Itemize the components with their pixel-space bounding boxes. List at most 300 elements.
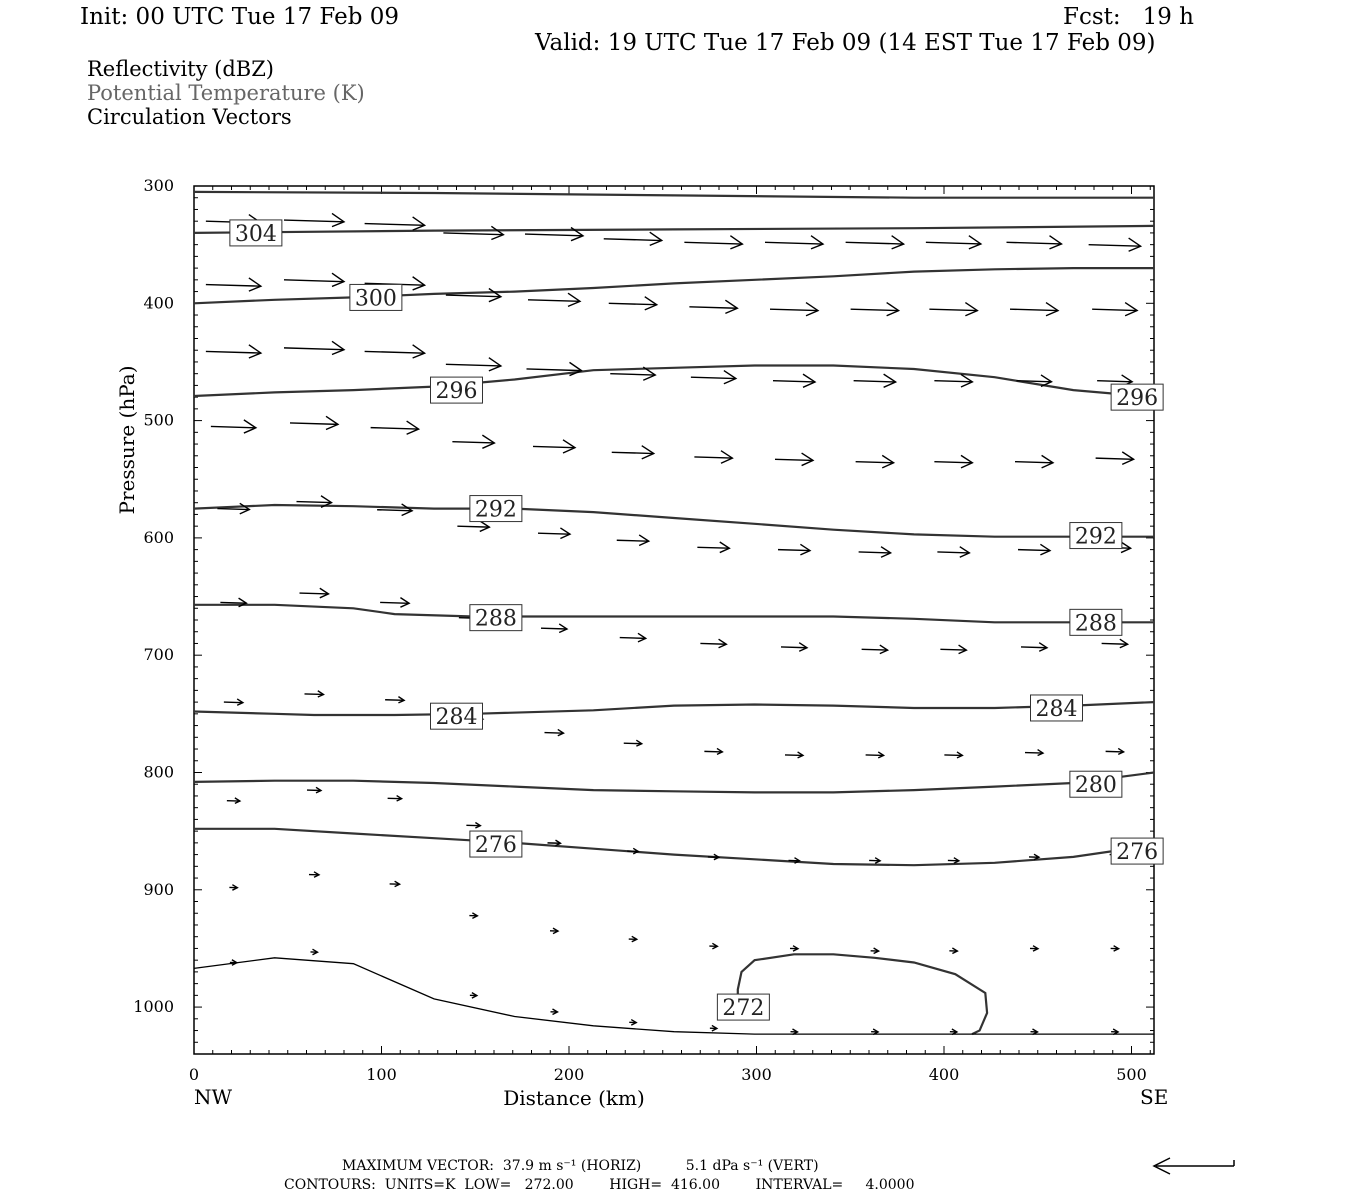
- vector-arrow: [604, 232, 662, 245]
- contour-label-288: [1070, 609, 1122, 636]
- vector-arrow: [949, 948, 957, 954]
- vector-head: [240, 503, 250, 514]
- vector-arrow: [710, 1025, 717, 1031]
- vector-head: [249, 345, 261, 358]
- vector-arrow: [385, 697, 404, 703]
- vector-head: [332, 341, 344, 354]
- vector-arrow: [443, 226, 503, 239]
- vector-arrow: [446, 358, 501, 371]
- vector-head: [413, 345, 425, 358]
- vector-shaft: [220, 602, 246, 603]
- vector-arrow: [854, 374, 896, 387]
- vector-shaft: [770, 309, 818, 310]
- vector-head: [800, 544, 810, 555]
- y-axis-title: Pressure (hPa): [115, 365, 139, 515]
- vector-shaft: [1010, 309, 1058, 310]
- y-tick-label: 400: [143, 293, 174, 313]
- contour-label-text: 288: [1074, 611, 1117, 637]
- contour-label-288: [470, 605, 522, 632]
- x-tick-label: 200: [553, 1065, 585, 1084]
- vector-arrow: [629, 936, 637, 942]
- vector-arrow: [684, 236, 742, 249]
- vector-shaft: [704, 751, 722, 752]
- y-tick-label: 700: [143, 645, 174, 665]
- vector-arrow: [869, 858, 880, 864]
- y-tick-label: 500: [143, 410, 174, 430]
- contour-label-280: [1070, 771, 1122, 798]
- contour-label-276: [470, 831, 522, 858]
- vector-head: [332, 213, 344, 226]
- vector-shaft: [691, 377, 736, 378]
- vector-arrow: [545, 729, 564, 735]
- vector-shaft: [365, 224, 425, 226]
- isentrope-304: [194, 226, 1154, 233]
- vector-head: [724, 371, 736, 384]
- vector-head: [1050, 236, 1062, 249]
- vector-head: [887, 303, 899, 316]
- forecast-hour: Fcst: 19 h: [1063, 4, 1194, 30]
- contour-label-text: 304: [234, 221, 277, 247]
- vector-shaft: [1021, 647, 1047, 648]
- vector-arrow: [617, 535, 649, 546]
- vector-shaft: [1007, 242, 1062, 244]
- valid-time: Valid: 19 UTC Tue 17 Feb 09 (14 EST Tue 17 Feb 09): [535, 30, 1156, 56]
- vector-arrow: [1025, 750, 1043, 756]
- vector-shaft: [1097, 381, 1132, 382]
- vector-head: [568, 293, 580, 306]
- vector-shaft: [371, 428, 419, 429]
- vector-arrow: [365, 217, 425, 230]
- vector-shaft: [937, 552, 969, 553]
- isentrope-276: [194, 829, 1154, 865]
- vector-shaft: [1106, 751, 1124, 752]
- vector-shaft: [934, 462, 972, 463]
- lower-contour: [194, 958, 1154, 1034]
- vector-arrow: [224, 699, 243, 705]
- vector-head: [1122, 452, 1133, 465]
- contour-labels: [230, 220, 1163, 1021]
- vector-arrow: [934, 455, 972, 468]
- isentrope-288: [194, 605, 1154, 623]
- vector-shaft: [773, 381, 815, 382]
- contour-info: CONTOURS: UNITS=K LOW= 272.00 HIGH= 416.00 INTERVAL= 4.0000: [284, 1177, 915, 1193]
- vector-arrow: [284, 213, 344, 226]
- vector-shaft: [765, 242, 823, 244]
- contour-label-292: [1070, 523, 1122, 550]
- vector-arrow: [1106, 748, 1124, 754]
- vector-head: [969, 236, 981, 249]
- vector-head: [881, 547, 891, 558]
- vector-arrow: [856, 455, 894, 468]
- vector-head: [811, 236, 823, 249]
- vector-arrow: [1030, 946, 1038, 952]
- contour-label-text: 272: [722, 996, 765, 1022]
- vector-shaft: [775, 459, 813, 460]
- vector-shaft: [217, 509, 249, 510]
- vector-shaft: [851, 309, 899, 310]
- isentrope-292: [194, 505, 1154, 537]
- vector-arrow: [773, 374, 815, 387]
- vector-shaft: [538, 533, 570, 534]
- vector-arrow: [1111, 946, 1119, 952]
- vector-arrow: [937, 547, 969, 558]
- vector-arrow: [380, 598, 409, 608]
- vector-shaft: [305, 694, 324, 695]
- contour-label-text: 300: [354, 286, 397, 312]
- vector-head: [402, 504, 413, 516]
- vector-arrow: [704, 748, 722, 754]
- vector-head: [892, 236, 904, 249]
- vector-shaft: [854, 381, 896, 382]
- vector-arrow: [1092, 303, 1137, 316]
- vector-arrow: [527, 362, 582, 375]
- vector-head: [1046, 303, 1058, 316]
- vector-head: [730, 236, 742, 249]
- vector-shaft: [926, 242, 981, 244]
- contour-label-304: [230, 220, 282, 247]
- vector-shaft: [446, 295, 501, 297]
- vector-shaft: [206, 351, 261, 353]
- vector-shaft: [457, 526, 489, 527]
- vector-head: [802, 453, 813, 466]
- vector-shaft: [527, 369, 582, 371]
- vector-head: [489, 358, 501, 371]
- vector-arrow: [390, 881, 400, 887]
- vector-head: [961, 455, 972, 468]
- vector-shaft: [211, 426, 256, 427]
- contour-label-text: 296: [1116, 386, 1159, 412]
- vector-arrow: [377, 504, 412, 516]
- vector-arrow: [689, 300, 737, 313]
- vector-arrow: [691, 371, 736, 384]
- vector-arrow: [452, 435, 494, 448]
- isentrope-284: [194, 702, 1154, 715]
- vector-arrow: [284, 341, 344, 354]
- legend-potential-temperature: Potential Temperature (K): [87, 81, 365, 105]
- vector-arrow: [217, 503, 249, 514]
- vector-head: [1121, 542, 1131, 553]
- vector-shaft: [1096, 458, 1134, 459]
- vector-shaft: [694, 457, 732, 458]
- vector-arrow: [609, 297, 657, 310]
- vector-shaft: [697, 547, 729, 548]
- vector-shaft: [525, 234, 583, 236]
- vector-shaft: [206, 285, 261, 287]
- vector-head: [882, 455, 893, 468]
- vector-arrow: [371, 421, 419, 434]
- vector-head: [491, 226, 503, 239]
- plot-frame: [194, 186, 1154, 1054]
- vector-shaft: [689, 307, 737, 308]
- vector-shaft: [533, 446, 575, 447]
- vector-shaft: [385, 700, 404, 701]
- vector-arrow: [624, 740, 642, 746]
- vector-arrow: [365, 345, 425, 358]
- x-tick-label: 400: [928, 1065, 960, 1084]
- vector-head: [407, 421, 419, 434]
- vector-arrow: [1015, 455, 1053, 468]
- vector-head: [332, 273, 344, 286]
- circulation-vectors: [206, 213, 1141, 1034]
- vector-arrow: [770, 303, 818, 316]
- vector-shaft: [856, 462, 894, 463]
- legend-circulation-vectors: Circulation Vectors: [87, 105, 292, 129]
- vector-head: [645, 297, 657, 310]
- contour-label-text: 276: [1116, 840, 1159, 866]
- vector-arrow: [859, 547, 891, 558]
- vector-arrow: [934, 374, 972, 387]
- axis-ticks: [194, 186, 1154, 1054]
- vector-shaft: [297, 502, 332, 503]
- vector-arrow: [206, 278, 261, 291]
- vector-arrow: [697, 542, 729, 553]
- contour-label-text: 276: [474, 833, 517, 859]
- vector-arrow: [775, 453, 813, 466]
- vector-arrow: [1021, 643, 1047, 652]
- vector-arrow: [765, 236, 823, 249]
- vector-arrow: [1007, 236, 1062, 249]
- vector-shaft: [365, 351, 425, 353]
- vector-head: [249, 278, 261, 291]
- vector-shaft: [862, 649, 888, 650]
- contour-label-284: [1031, 695, 1083, 722]
- contour-label-text: 280: [1074, 773, 1117, 799]
- vector-shaft: [452, 442, 494, 443]
- isentrope-280: [194, 773, 1154, 793]
- contour-label-300: [350, 284, 402, 311]
- vector-arrow: [206, 345, 261, 358]
- vector-arrow: [708, 854, 719, 860]
- vector-shaft: [284, 348, 344, 350]
- vector-arrow: [1089, 238, 1141, 251]
- vector-head: [650, 232, 662, 245]
- vector-arrow: [305, 691, 324, 697]
- vector-arrow: [929, 303, 977, 316]
- vector-shaft: [604, 239, 662, 241]
- vector-arrow: [871, 948, 879, 954]
- vector-arrow: [469, 913, 477, 919]
- vector-head: [965, 303, 977, 316]
- vector-head: [725, 300, 737, 313]
- vector-head: [1129, 238, 1141, 251]
- vector-shaft: [443, 233, 503, 235]
- vector-head: [560, 528, 570, 539]
- vector-shaft: [284, 280, 344, 282]
- vector-head: [326, 416, 338, 429]
- vector-head: [961, 374, 972, 387]
- vector-arrow: [311, 949, 318, 955]
- init-time: Init: 00 UTC Tue 17 Feb 09: [80, 4, 400, 30]
- vector-arrow: [866, 752, 884, 758]
- vector-head: [642, 446, 654, 459]
- contour-label-276: [1111, 838, 1163, 865]
- vector-arrow: [300, 588, 329, 598]
- axis-labels: [115, 176, 1168, 1110]
- vector-arrow: [533, 440, 575, 453]
- x-tick-label: 100: [366, 1065, 397, 1084]
- x-tick-label: 0: [188, 1065, 200, 1084]
- vector-shaft: [1025, 753, 1043, 754]
- contour-label-text: 284: [435, 705, 478, 731]
- vector-arrow: [538, 528, 570, 539]
- isentrope-296: [194, 366, 1154, 398]
- vector-shaft: [545, 733, 564, 734]
- y-tick-label: 1000: [133, 997, 174, 1017]
- vector-shaft: [224, 702, 243, 703]
- vector-shaft: [610, 374, 655, 375]
- contour-label-text: 292: [1074, 524, 1117, 550]
- vector-shaft: [859, 552, 891, 553]
- vector-head: [413, 277, 425, 290]
- vector-shaft: [866, 755, 884, 756]
- vector-shaft: [684, 242, 742, 244]
- isentrope-272: [738, 954, 987, 1034]
- vector-shaft: [1092, 309, 1137, 310]
- vector-head: [1042, 455, 1053, 468]
- x-axis-title: Distance (km): [503, 1086, 645, 1110]
- vector-arrow: [926, 236, 981, 249]
- vector-arrow: [627, 848, 638, 854]
- y-tick-label: 600: [143, 527, 174, 547]
- vector-arrow: [851, 303, 899, 316]
- vector-shaft: [377, 510, 412, 511]
- reference-vector-arrow: [1154, 1158, 1234, 1174]
- x-tick-label: 300: [741, 1065, 772, 1084]
- vector-arrow: [629, 1020, 636, 1026]
- vector-arrow: [948, 858, 959, 864]
- vector-arrow: [528, 293, 580, 306]
- vector-head: [1040, 544, 1050, 555]
- vector-shaft: [781, 647, 807, 648]
- y-tick-label: 900: [143, 879, 174, 899]
- contour-label-296: [1111, 384, 1163, 411]
- vector-arrow: [612, 446, 654, 459]
- vector-shaft: [940, 649, 966, 650]
- vector-shaft: [290, 423, 338, 424]
- vector-shaft: [778, 550, 810, 551]
- vector-arrow: [862, 645, 888, 654]
- contour-label-292: [470, 496, 522, 523]
- vector-arrow: [781, 643, 807, 652]
- contour-label-text: 288: [474, 606, 517, 632]
- vector-arrow: [227, 798, 240, 804]
- vector-head: [806, 303, 818, 316]
- vector-shaft: [934, 381, 972, 382]
- vector-shaft: [1102, 643, 1128, 644]
- vector-arrow: [211, 420, 256, 433]
- vector-arrow: [1096, 452, 1134, 465]
- vector-arrow: [700, 639, 726, 648]
- y-tick-label: 300: [143, 176, 174, 195]
- vector-head: [489, 288, 501, 301]
- vector-arrow: [1018, 544, 1050, 555]
- vector-arrow: [778, 544, 810, 555]
- vector-head: [960, 547, 970, 558]
- vector-arrow: [307, 787, 321, 793]
- y-tick-label: 800: [143, 762, 174, 782]
- isentrope-308: [194, 192, 1154, 198]
- vector-shaft: [617, 540, 649, 541]
- vector-arrow: [388, 796, 402, 802]
- vector-head: [244, 420, 256, 433]
- max-vector-info: MAXIMUM VECTOR: 37.9 m s⁻¹ (HORIZ) 5.1 dPa s⁻¹ (VERT): [342, 1158, 819, 1174]
- x-end-label-nw: NW: [194, 1085, 233, 1109]
- vector-shaft: [846, 242, 904, 244]
- vector-arrow: [551, 1009, 558, 1015]
- vector-shaft: [446, 364, 501, 366]
- vector-arrow: [284, 273, 344, 286]
- vector-arrow: [940, 645, 966, 654]
- vector-shaft: [1015, 462, 1053, 463]
- contour-label-text: 292: [474, 497, 517, 523]
- vector-head: [720, 542, 730, 553]
- contour-label-text: 284: [1035, 696, 1078, 722]
- vector-arrow: [290, 416, 338, 429]
- vector-arrow: [229, 885, 237, 891]
- x-end-label-se: SE: [1140, 1085, 1169, 1109]
- vector-arrow: [470, 993, 477, 999]
- legend-reflectivity: Reflectivity (dBZ): [87, 57, 275, 81]
- isentrope-contours: [194, 192, 1154, 1034]
- vector-arrow: [309, 872, 319, 878]
- vector-shaft: [944, 755, 962, 756]
- contour-label-296: [431, 377, 483, 404]
- vector-shaft: [609, 303, 657, 304]
- vector-shaft: [284, 220, 344, 222]
- vector-shaft: [300, 593, 329, 594]
- x-tick-label: 500: [1116, 1065, 1147, 1084]
- vector-shaft: [785, 755, 803, 756]
- isentrope-300: [194, 268, 1154, 303]
- vector-arrow: [541, 624, 567, 633]
- vector-arrow: [1102, 639, 1128, 648]
- vector-arrow: [230, 960, 237, 966]
- vector-head: [1125, 303, 1137, 316]
- vector-head: [413, 217, 425, 230]
- vector-head: [721, 451, 732, 464]
- vector-shaft: [380, 602, 409, 603]
- vector-arrow: [620, 633, 646, 642]
- vector-arrow: [944, 752, 962, 758]
- vector-shaft: [700, 643, 726, 644]
- vector-shaft: [624, 743, 642, 744]
- vector-shaft: [929, 309, 977, 310]
- vector-arrow: [466, 823, 480, 829]
- vector-arrow: [1010, 303, 1058, 316]
- vector-arrow: [846, 236, 904, 249]
- contour-label-272: [717, 994, 769, 1021]
- vector-arrow: [790, 946, 798, 952]
- vector-head: [639, 535, 649, 546]
- vector-shaft: [1018, 550, 1050, 551]
- vector-arrow: [550, 928, 558, 934]
- vector-shaft: [612, 452, 654, 453]
- vector-shaft: [1089, 245, 1141, 247]
- vector-shaft: [528, 300, 580, 302]
- vector-arrow: [785, 752, 803, 758]
- vector-head: [803, 374, 815, 387]
- vector-arrow: [694, 451, 732, 464]
- vector-head: [884, 374, 896, 387]
- vector-head: [563, 440, 575, 453]
- vector-shaft: [620, 638, 646, 639]
- vector-head: [482, 435, 494, 448]
- contour-label-text: 296: [435, 379, 478, 405]
- vector-arrow: [709, 943, 717, 949]
- contour-label-284: [431, 703, 483, 730]
- vector-arrow: [446, 288, 501, 301]
- vector-shaft: [541, 628, 567, 629]
